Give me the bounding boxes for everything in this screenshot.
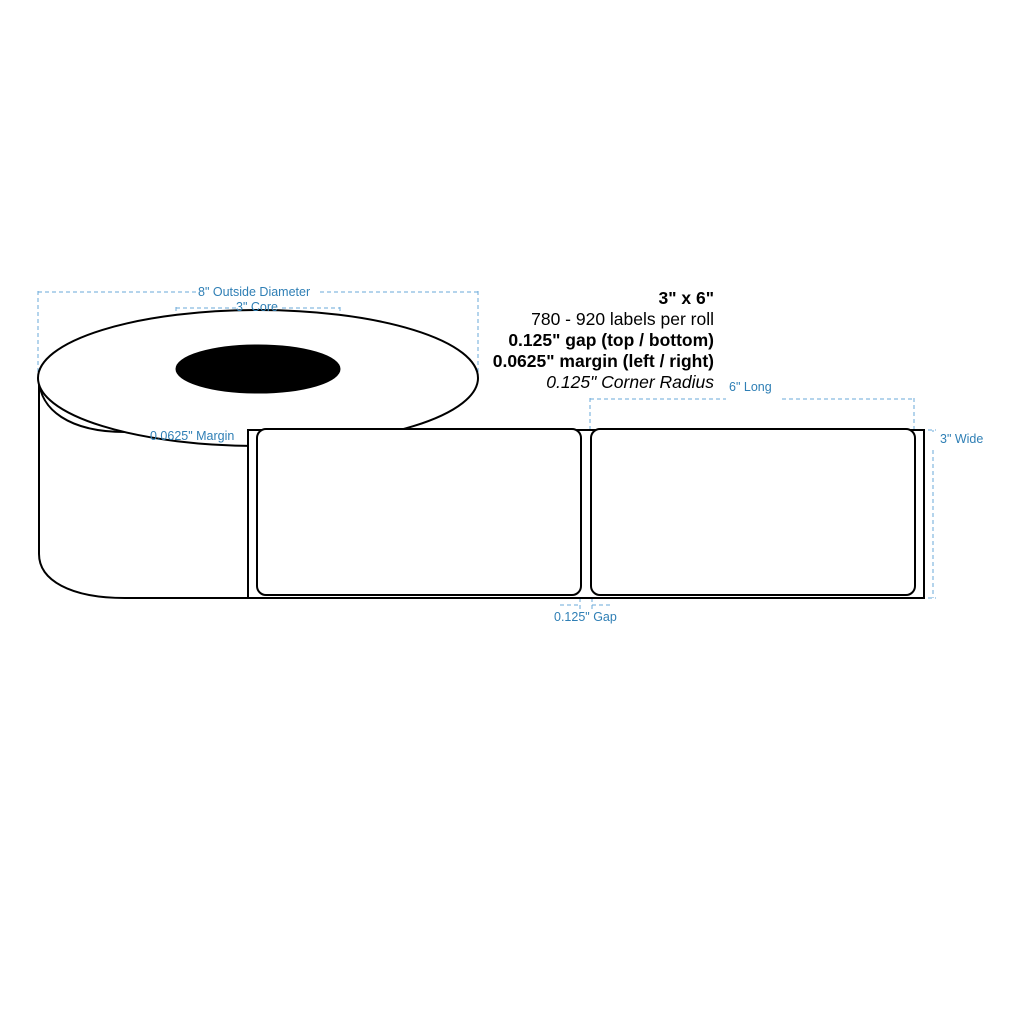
spec-size: 3" x 6" xyxy=(658,288,714,308)
label-one xyxy=(257,429,581,595)
dimension-label-wide: 3" Wide xyxy=(940,432,984,446)
spec-corner-radius: 0.125" Corner Radius xyxy=(546,372,714,392)
spec-gap: 0.125" gap (top / bottom) xyxy=(508,330,714,350)
label-two xyxy=(591,429,915,595)
roll-core-hole xyxy=(176,345,340,393)
dimension-label-long: 6" Long xyxy=(729,380,772,394)
dimension-label-margin: 0.0625" Margin xyxy=(150,429,235,443)
spec-text-block xyxy=(493,288,714,393)
spec-labels-per-roll: 780 - 920 labels per roll xyxy=(531,309,714,329)
spec-margin: 0.0625" margin (left / right) xyxy=(492,351,714,371)
dimension-label-core: 3" Core xyxy=(236,300,278,314)
dimension-label-outside-diameter: 8" Outside Diameter xyxy=(198,285,311,299)
dimension-label-gap: 0.125" Gap xyxy=(554,610,617,624)
